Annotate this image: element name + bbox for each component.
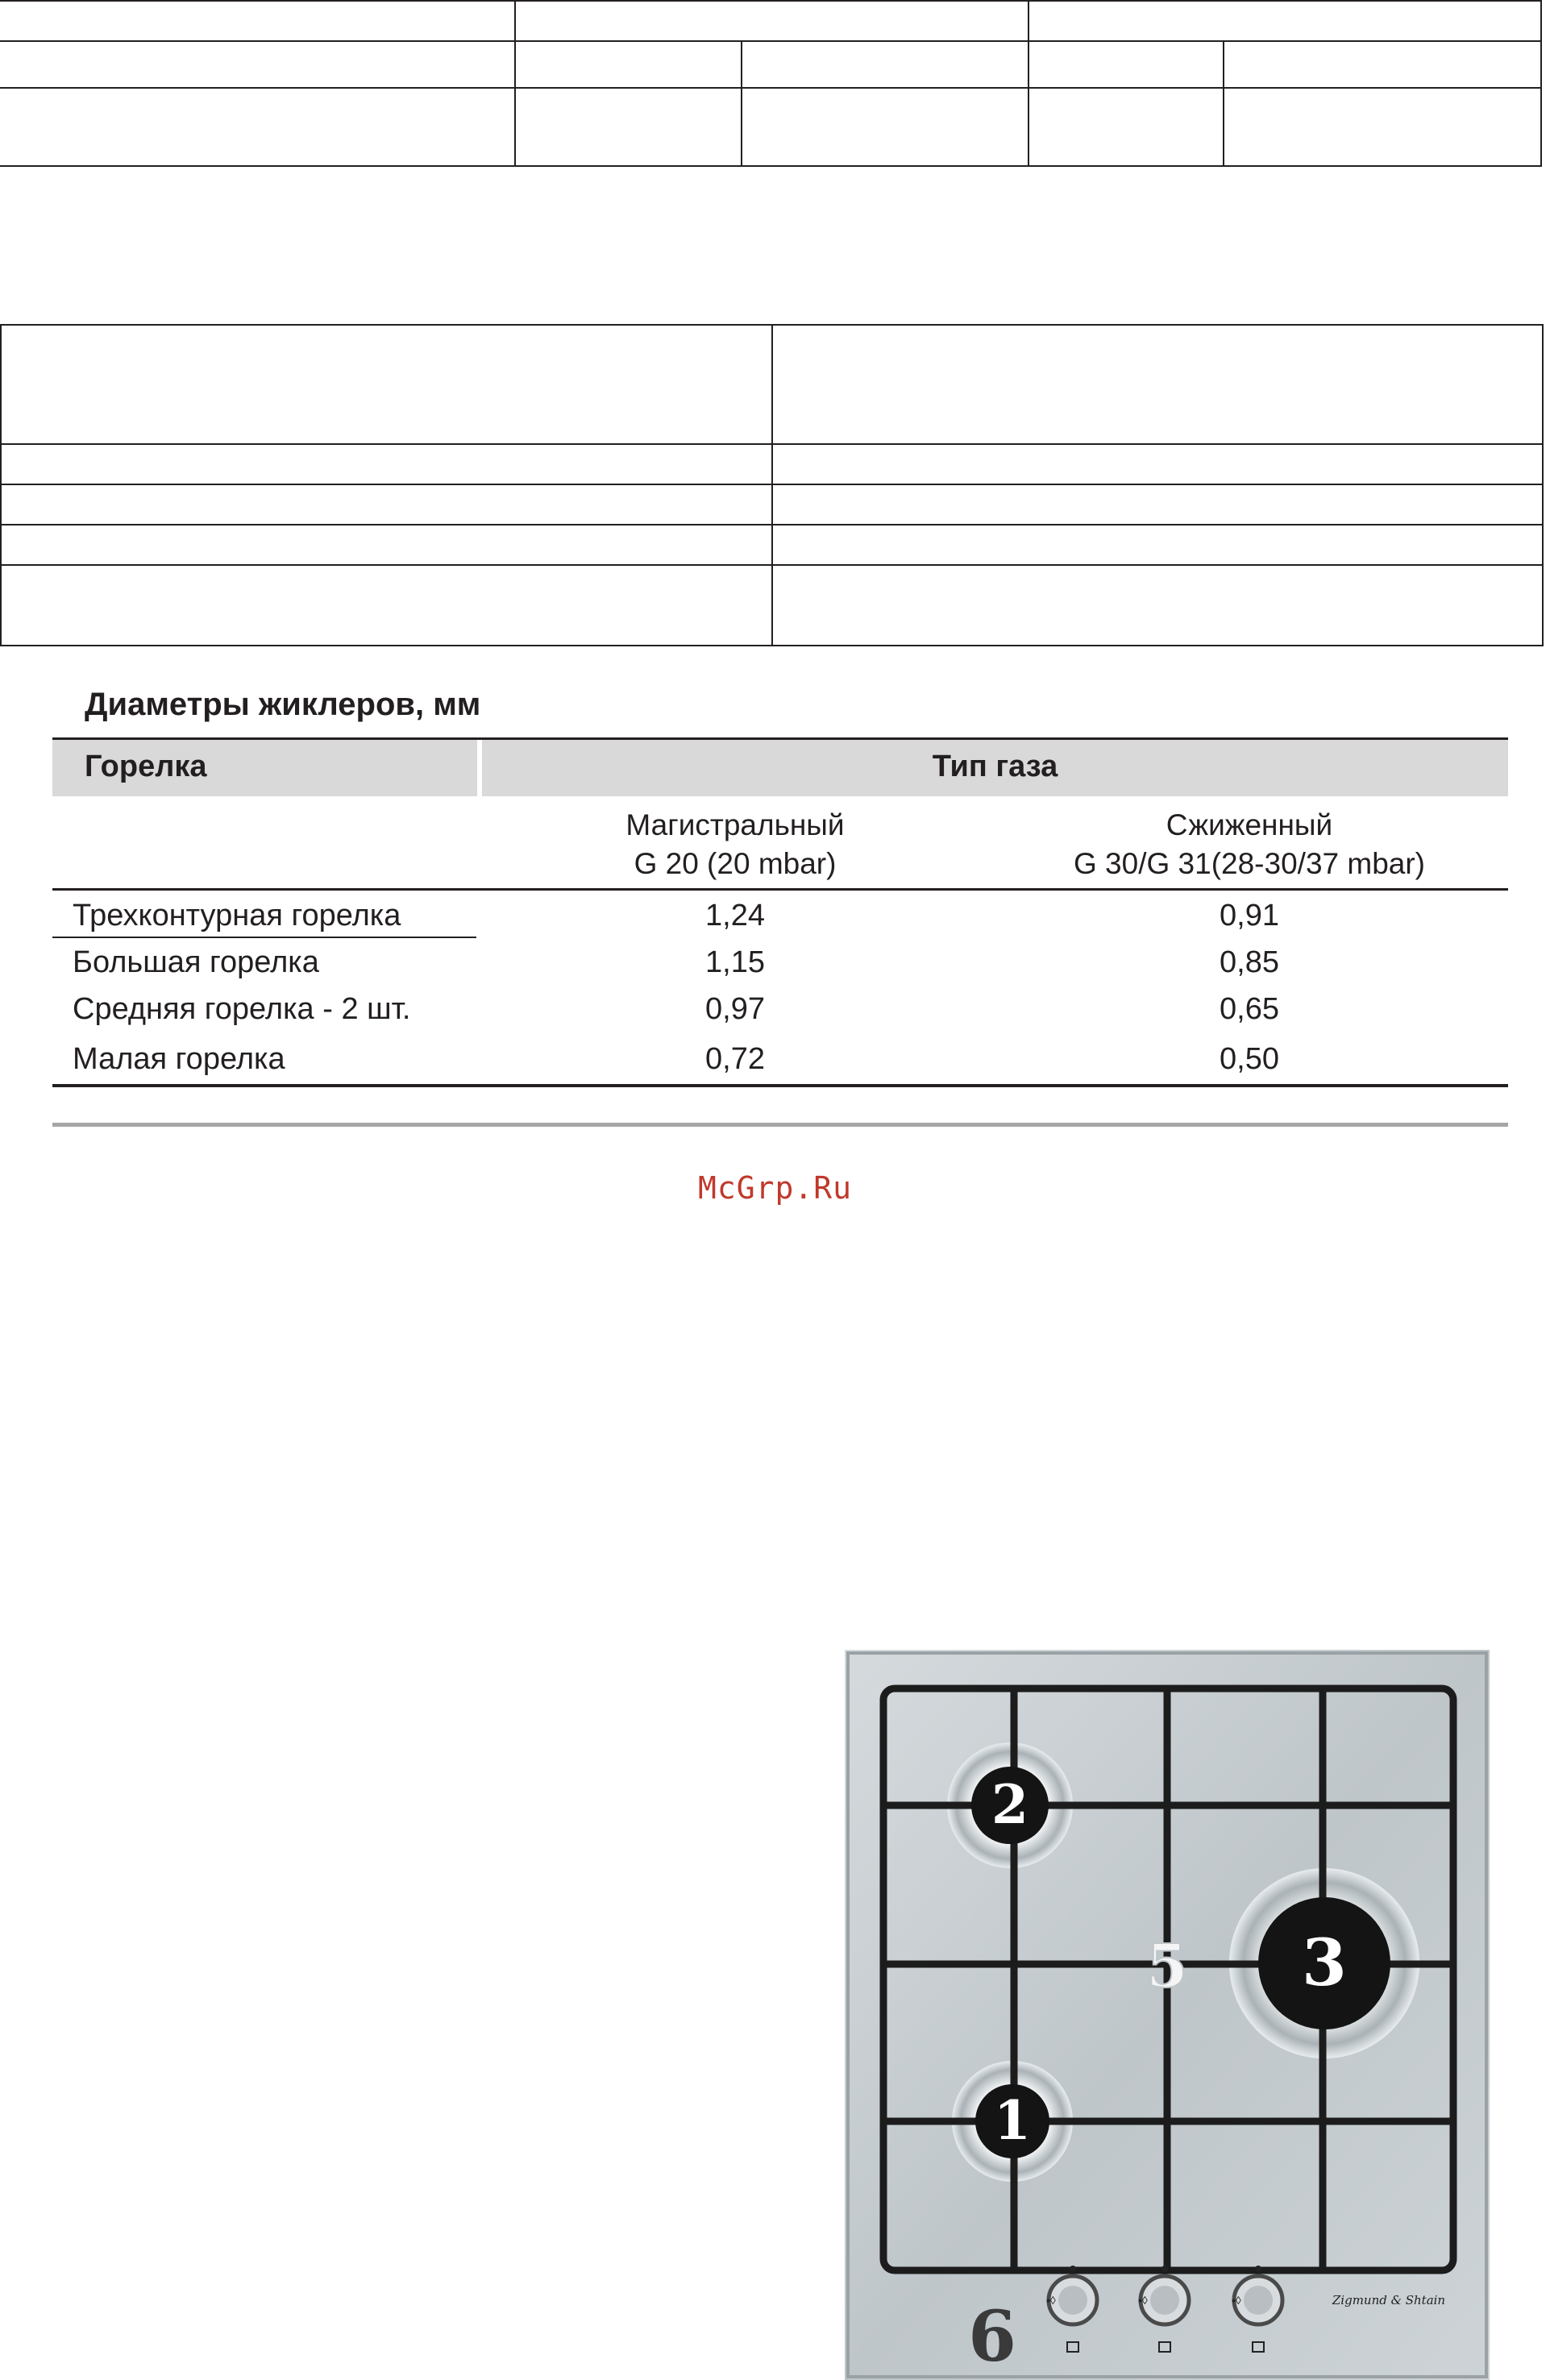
liquefied-gas-value: 0,50 — [1220, 1042, 1279, 1076]
burner-name: Трехконтурная горелка — [73, 899, 401, 932]
label-3: 3 — [1302, 1925, 1347, 2000]
label-6: 6 — [968, 2296, 1016, 2378]
burner-name: Большая горелка — [73, 945, 319, 979]
watermark[interactable]: McGrp.Ru — [697, 1170, 853, 1206]
svg-text:•◊: •◊ — [1138, 2294, 1148, 2307]
header-burner: Горелка — [85, 750, 207, 783]
liquefied-gas-value: 0,91 — [1220, 899, 1279, 932]
liquefied-gas-header: Сжиженный G 30/G 31(28-30/37 mbar) — [1074, 808, 1425, 880]
main-gas-value: 0,72 — [705, 1042, 765, 1076]
liquefied-gas-value: 0,85 — [1220, 945, 1279, 979]
separator-line — [52, 1123, 1508, 1127]
svg-text:•◊: •◊ — [1232, 2294, 1241, 2307]
liquefied-gas-value: 0,65 — [1220, 992, 1279, 1026]
label-5: 5 — [1146, 1932, 1188, 2001]
header-gas-type: Тип газа — [932, 750, 1058, 783]
burner-name: Средняя горелка - 2 шт. — [73, 992, 411, 1026]
table-title: Диаметры жиклеров, мм — [85, 687, 481, 722]
brand-logo: Zigmund & Shtain — [1332, 2293, 1446, 2307]
main-gas-value: 1,24 — [705, 899, 765, 932]
main-gas-header: Магистральный G 20 (20 mbar) — [625, 808, 845, 880]
burner-name: Малая горелка — [73, 1042, 285, 1076]
label-2: 2 — [991, 1773, 1028, 1836]
main-gas-value: 0,97 — [705, 992, 765, 1026]
label-1: 1 — [994, 2089, 1031, 2152]
main-gas-value: 1,15 — [705, 945, 765, 979]
gas-hob-image — [845, 1650, 1490, 2380]
svg-text:•◊: •◊ — [1046, 2294, 1056, 2307]
